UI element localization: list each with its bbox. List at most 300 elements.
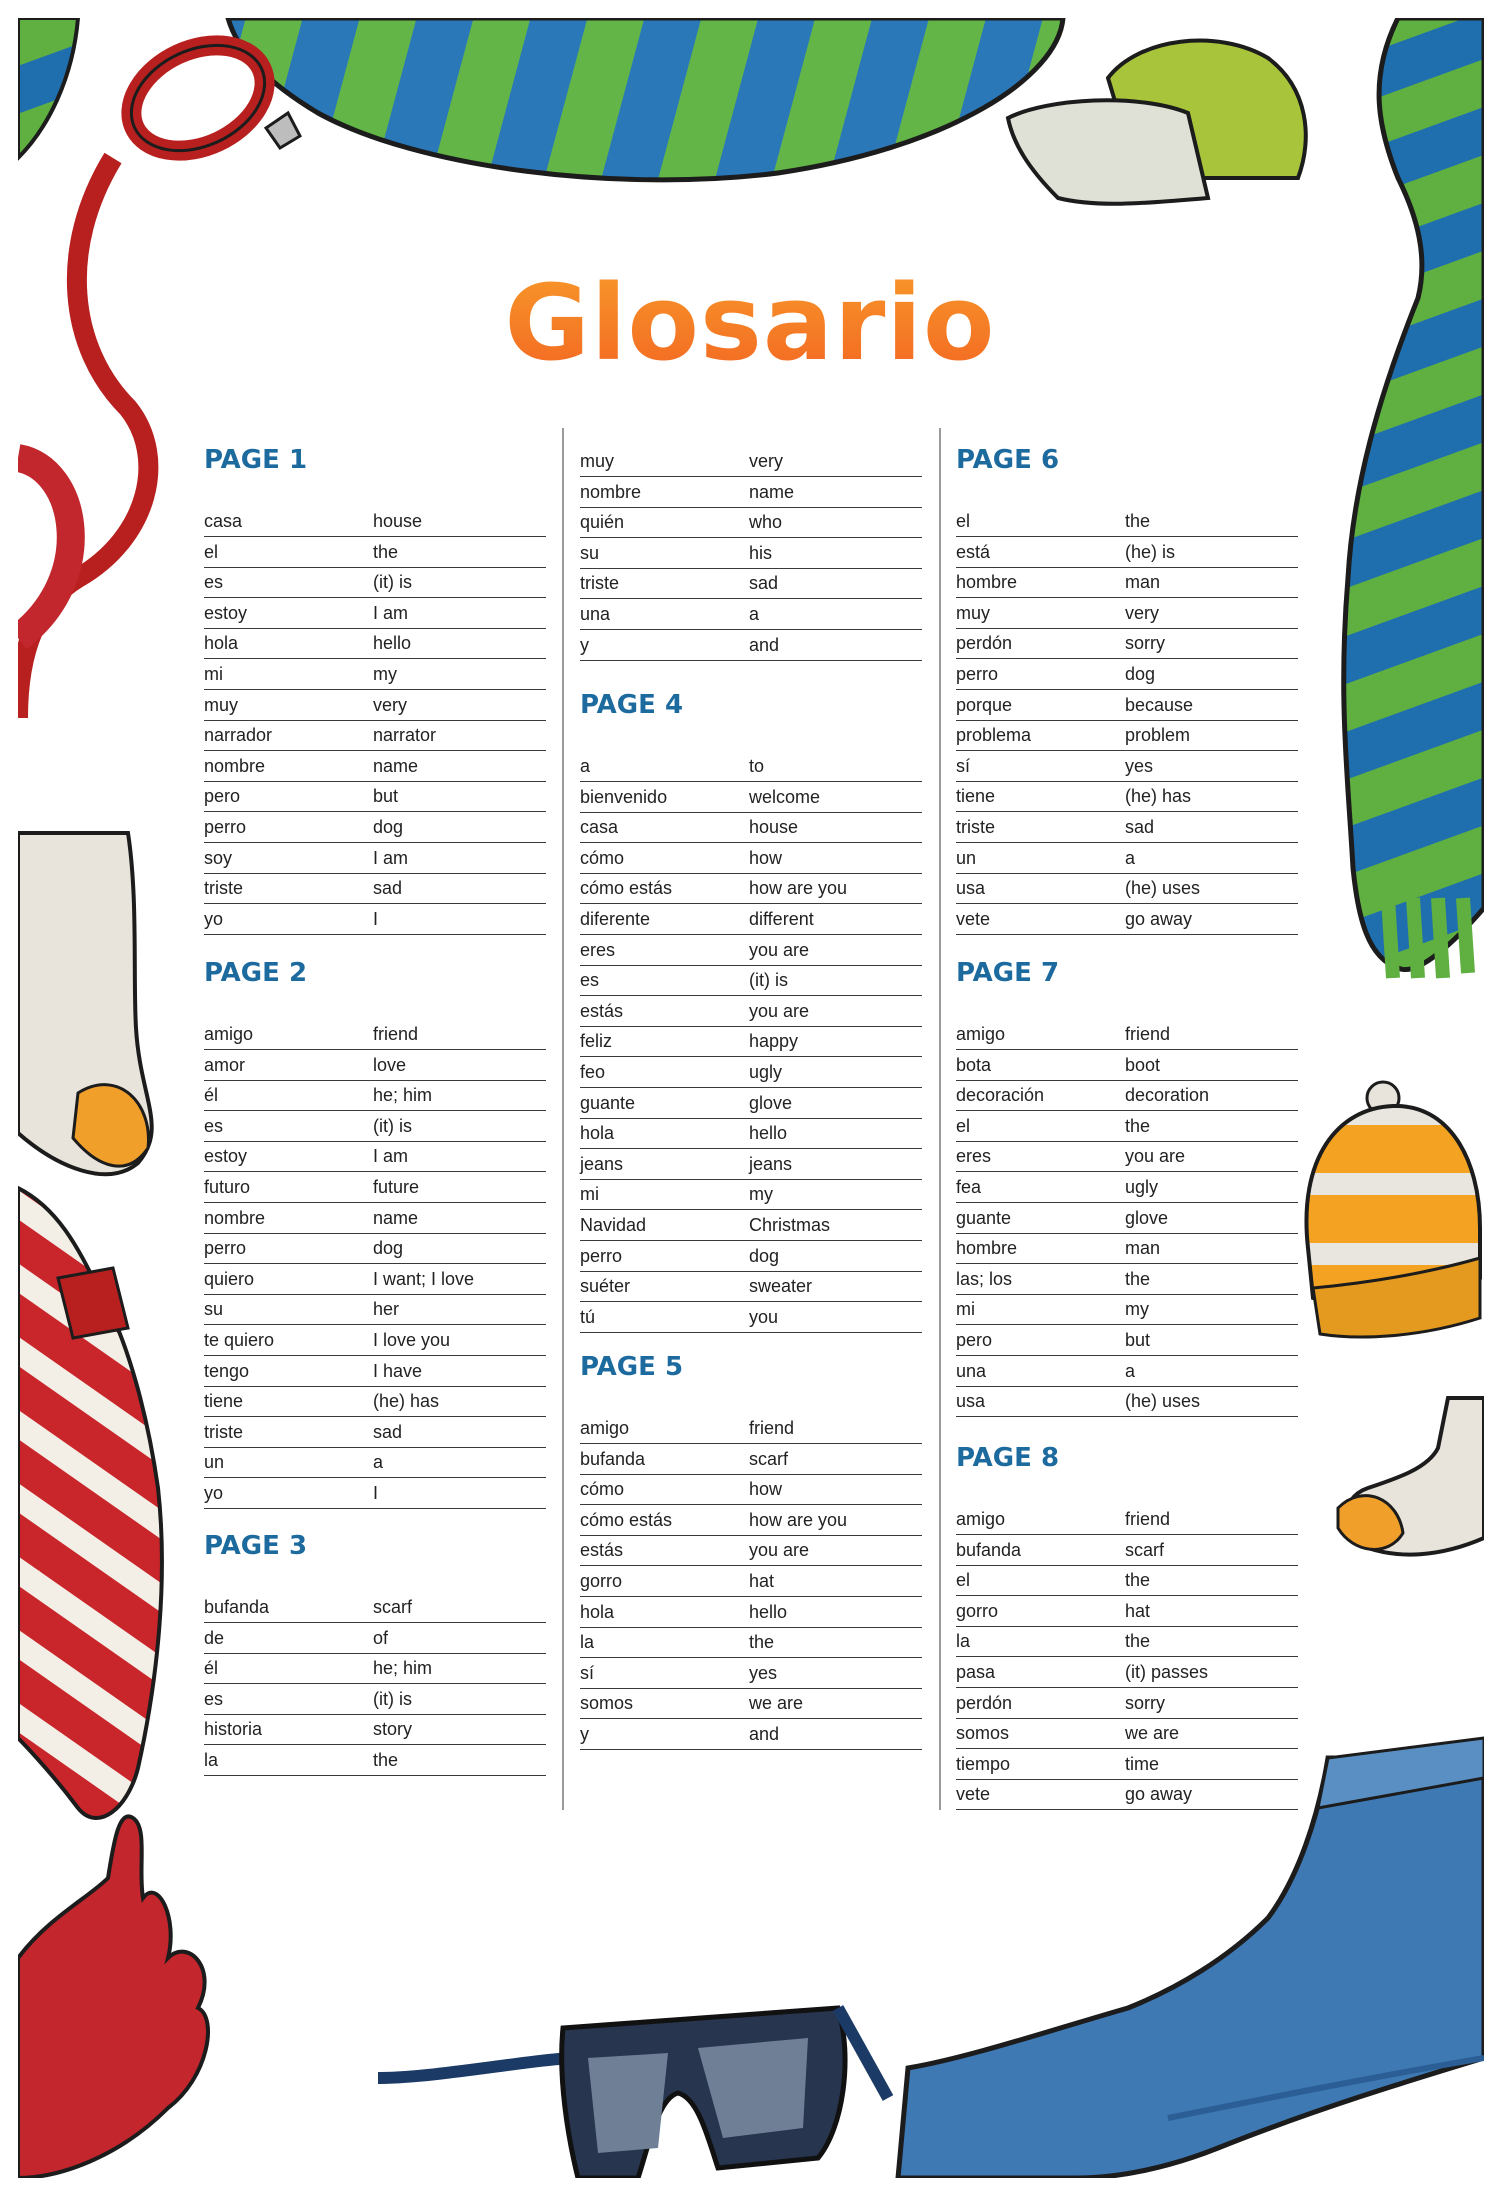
spanish-word: nombre — [204, 755, 266, 776]
english-translation: go away — [1125, 908, 1193, 929]
glossary-entry — [580, 1537, 922, 1566]
spanish-word: triste — [956, 816, 996, 837]
glossary-entry — [580, 570, 922, 599]
glossary-entry — [956, 1021, 1298, 1050]
glossary-entry — [204, 1235, 546, 1264]
spanish-word: Navidad — [580, 1214, 647, 1235]
glossary-entry — [580, 1476, 922, 1505]
right-sock-icon — [1338, 1398, 1484, 1555]
spanish-word: vete — [956, 908, 991, 929]
glossary-entry — [956, 630, 1298, 659]
english-translation: (it) is — [373, 1688, 412, 1709]
glossary-entry-list — [956, 508, 1298, 936]
english-translation: you are — [1125, 1146, 1186, 1167]
spanish-word: futuro — [204, 1176, 251, 1197]
english-translation: I am — [373, 602, 409, 623]
glossary-entry — [580, 1273, 922, 1302]
glossary-entry — [580, 1059, 922, 1088]
english-translation: problem — [1125, 725, 1191, 746]
glossary-entry — [580, 1446, 922, 1475]
glossary-entry — [956, 1174, 1298, 1203]
glossary-entry — [580, 1090, 922, 1119]
spanish-word: bufanda — [204, 1597, 270, 1617]
spanish-word: problema — [956, 725, 1032, 746]
glossary-entry — [956, 508, 1298, 537]
glossary-entry — [956, 1388, 1298, 1417]
white-sock-icon — [18, 833, 152, 1174]
glossary-entry-list — [580, 753, 922, 1334]
spanish-word: sí — [956, 755, 971, 776]
glossary-entry — [204, 1052, 546, 1081]
spanish-word: el — [956, 511, 971, 531]
english-translation: scarf — [373, 1597, 413, 1617]
spanish-word: usa — [956, 878, 986, 899]
english-translation: hello — [373, 633, 412, 654]
spanish-word: perdón — [956, 1692, 1013, 1713]
glossary-entry — [204, 1686, 546, 1715]
spanish-word: perro — [204, 816, 247, 837]
english-translation: and — [749, 634, 780, 655]
glossary-entry — [580, 601, 922, 630]
english-translation: welcome — [749, 786, 821, 807]
glossary-entry — [204, 1449, 546, 1478]
english-translation: her — [373, 1299, 400, 1320]
english-translation: the — [1125, 1631, 1151, 1652]
english-translation: you — [749, 1306, 779, 1327]
spanish-word: perro — [956, 663, 999, 684]
glossary-entry — [956, 1296, 1298, 1325]
glossary-entry-list — [204, 1021, 546, 1511]
spanish-word: el — [204, 541, 219, 562]
glossary-entry — [204, 692, 546, 721]
spanish-word: es — [204, 1115, 224, 1136]
spanish-word: bufanda — [956, 1539, 1022, 1560]
spanish-word: amigo — [956, 1509, 1006, 1529]
glossary-entry — [580, 1721, 922, 1750]
english-translation: sad — [749, 573, 779, 594]
spanish-word: narrador — [204, 725, 273, 746]
spanish-word: a — [580, 756, 591, 776]
glossary-entry — [204, 630, 546, 659]
spanish-word: sí — [580, 1662, 595, 1683]
english-translation: hat — [749, 1570, 775, 1591]
spanish-word: somos — [956, 1723, 1010, 1744]
spanish-word: su — [580, 542, 600, 563]
glossary-entry — [956, 1598, 1298, 1627]
english-translation: a — [1125, 847, 1136, 868]
glossary-entry — [580, 1415, 922, 1444]
spanish-word: un — [956, 847, 977, 868]
spanish-word: las; los — [956, 1268, 1013, 1289]
page-title: Glosario — [0, 262, 1500, 384]
english-translation: he; him — [373, 1658, 433, 1679]
glossary-entry — [580, 1629, 922, 1658]
english-translation: glove — [1125, 1207, 1169, 1228]
spanish-word: gorro — [956, 1600, 999, 1621]
spanish-word: cómo estás — [580, 878, 673, 899]
english-translation: you are — [749, 939, 810, 960]
glossary-entry — [956, 875, 1298, 904]
spanish-word: la — [956, 1631, 971, 1652]
glossary-entry — [204, 1296, 546, 1325]
glossary-entry — [204, 661, 546, 690]
glossary-entry — [204, 845, 546, 874]
glossary-entry-list — [580, 448, 922, 662]
english-translation: the — [373, 1749, 399, 1770]
spanish-word: tú — [580, 1306, 596, 1327]
section-heading: PAGE 6 — [956, 445, 1060, 475]
english-translation: a — [373, 1452, 384, 1473]
spanish-word: nombre — [580, 481, 642, 502]
spanish-word: guante — [580, 1092, 636, 1113]
spanish-word: es — [580, 970, 600, 991]
spanish-word: fea — [956, 1176, 982, 1197]
glossary-entry — [580, 1212, 922, 1241]
spanish-word: historia — [204, 1719, 263, 1740]
spanish-word: estás — [580, 1000, 624, 1021]
glossary-entry — [956, 600, 1298, 629]
english-translation: man — [1125, 1238, 1161, 1259]
spanish-word: hola — [204, 633, 239, 654]
glossary-entry — [204, 1327, 546, 1356]
striped-tie-icon — [18, 1188, 162, 1818]
english-translation: the — [1125, 511, 1151, 531]
spanish-word: tengo — [204, 1360, 250, 1381]
english-translation: friend — [749, 1418, 795, 1438]
spanish-word: y — [580, 634, 589, 655]
spanish-word: eres — [580, 939, 616, 960]
glossary-entry-list — [956, 1506, 1298, 1812]
spanish-word: estás — [580, 1540, 624, 1561]
spanish-word: triste — [204, 1421, 244, 1442]
spanish-word: tiempo — [956, 1753, 1011, 1774]
spanish-word: amigo — [956, 1024, 1006, 1044]
glossary-entry — [956, 1082, 1298, 1111]
glossary-entry — [204, 1480, 546, 1509]
spanish-word: feliz — [580, 1031, 613, 1052]
glossary-entry — [204, 569, 546, 598]
english-translation: we are — [749, 1693, 804, 1714]
english-translation: scarf — [1125, 1539, 1165, 1560]
spanish-word: perro — [580, 1245, 623, 1266]
glossary-entry — [956, 783, 1298, 812]
glossary-entry — [956, 1205, 1298, 1234]
glossary-entry — [204, 1358, 546, 1387]
english-translation: hello — [749, 1123, 788, 1144]
glossary-entry — [580, 1599, 922, 1628]
glossary-entry — [956, 569, 1298, 598]
english-translation: how — [749, 1479, 783, 1500]
spanish-word: hombre — [956, 1238, 1018, 1259]
english-translation: glove — [749, 1092, 793, 1113]
english-translation: friend — [373, 1024, 419, 1044]
english-translation: yes — [749, 1662, 778, 1683]
spanish-word: amigo — [580, 1418, 630, 1438]
glossary-entry — [956, 1235, 1298, 1264]
english-translation: yes — [1125, 755, 1154, 776]
glossary-entry — [580, 1660, 922, 1689]
spanish-word: de — [204, 1627, 225, 1648]
glossary-entry — [204, 814, 546, 843]
spanish-word: cómo — [580, 1479, 625, 1500]
spanish-word: hola — [580, 1123, 615, 1144]
spanish-word: pero — [204, 786, 241, 807]
glossary-entry-list — [204, 1594, 546, 1778]
glossary-entry — [580, 906, 922, 935]
english-translation: house — [373, 511, 423, 531]
spanish-word: perro — [204, 1238, 247, 1259]
glossary-entry — [956, 692, 1298, 721]
spanish-word: muy — [956, 602, 991, 623]
glossary-entry — [580, 1028, 922, 1057]
section-heading: PAGE 7 — [956, 958, 1060, 988]
english-translation: the — [749, 1632, 775, 1653]
spanish-word: su — [204, 1299, 224, 1320]
english-translation: I am — [373, 847, 409, 868]
english-translation: (it) is — [749, 970, 788, 991]
right-scarf-icon — [1344, 18, 1484, 978]
spanish-word: triste — [204, 878, 244, 899]
english-translation: sad — [1125, 816, 1155, 837]
glossary-entry — [204, 539, 546, 568]
glossary-entry — [956, 1113, 1298, 1142]
english-translation: name — [373, 1207, 419, 1228]
spanish-word: es — [204, 1688, 224, 1709]
spanish-word: casa — [580, 817, 619, 838]
english-translation: he; him — [373, 1085, 433, 1106]
spanish-word: una — [580, 603, 611, 624]
glossary-entry — [580, 1690, 922, 1719]
english-translation: (he) uses — [1125, 878, 1201, 899]
section-heading: PAGE 8 — [956, 1443, 1060, 1473]
glossary-entry — [956, 753, 1298, 782]
english-translation: the — [1125, 1115, 1151, 1136]
english-translation: (he) has — [373, 1391, 440, 1412]
glossary-entry — [580, 1568, 922, 1597]
english-translation: sorry — [1125, 1692, 1165, 1713]
english-translation: because — [1125, 694, 1194, 715]
glossary-entry — [204, 1082, 546, 1111]
english-translation: friend — [1125, 1024, 1171, 1044]
english-translation: very — [1125, 602, 1160, 623]
glossary-entry — [580, 448, 922, 477]
english-translation: very — [749, 451, 784, 471]
red-strap-icon — [18, 458, 71, 638]
spanish-word: perdón — [956, 633, 1013, 654]
spanish-word: vete — [956, 1784, 991, 1805]
english-translation: go away — [1125, 1784, 1193, 1805]
english-translation: narrator — [373, 725, 437, 746]
spanish-word: mi — [204, 663, 223, 684]
spanish-word: un — [204, 1452, 225, 1473]
glossary-entry-list — [580, 1415, 922, 1752]
english-translation: I — [373, 1482, 379, 1503]
english-translation: hello — [749, 1601, 788, 1622]
spanish-word: yo — [204, 1482, 224, 1503]
english-translation: the — [373, 541, 399, 562]
glossary-entry — [580, 632, 922, 661]
spanish-word: es — [204, 572, 224, 593]
english-translation: (he) is — [1125, 541, 1176, 562]
glossary-entry — [580, 1507, 922, 1536]
glossary-entry — [956, 1537, 1298, 1566]
english-translation: my — [749, 1184, 773, 1205]
english-translation: dog — [1125, 663, 1156, 684]
spanish-word: pero — [956, 1329, 993, 1350]
glossary-entry — [204, 1266, 546, 1295]
top-left-scarf-icon — [18, 18, 78, 158]
spanish-word: quiero — [204, 1268, 255, 1289]
english-translation: dog — [749, 1245, 780, 1266]
english-translation: story — [373, 1719, 413, 1740]
glossary-entry — [580, 937, 922, 966]
glossary-entry — [956, 814, 1298, 843]
glossary-entry — [956, 539, 1298, 568]
english-translation: I have — [373, 1360, 423, 1381]
spanish-word: está — [956, 541, 991, 562]
glossary-entry — [580, 784, 922, 813]
english-translation: Christmas — [749, 1214, 831, 1235]
spanish-word: bienvenido — [580, 786, 668, 807]
english-translation: very — [373, 694, 408, 715]
english-translation: (he) has — [1125, 786, 1192, 807]
glossary-entry — [204, 875, 546, 904]
spanish-word: él — [204, 1658, 219, 1679]
english-translation: time — [1125, 1753, 1160, 1774]
glossary-entry — [956, 1659, 1298, 1688]
english-translation: I love you — [373, 1329, 451, 1350]
glossary-entry — [956, 1143, 1298, 1172]
english-translation: of — [373, 1627, 389, 1648]
spanish-word: soy — [204, 847, 233, 868]
glossary-entry — [580, 1304, 922, 1333]
spanish-word: una — [956, 1360, 987, 1381]
spanish-word: tiene — [204, 1391, 244, 1412]
english-translation: different — [749, 908, 814, 929]
spanish-word: somos — [580, 1693, 634, 1714]
glossary-entry — [956, 1781, 1298, 1810]
english-translation: future — [373, 1176, 420, 1197]
english-translation: friend — [1125, 1509, 1171, 1529]
sunglasses-icon — [378, 2008, 888, 2178]
column-divider — [939, 428, 941, 1810]
english-translation: how are you — [749, 1509, 848, 1530]
spanish-word: hombre — [956, 572, 1018, 593]
glossary-entry — [204, 1419, 546, 1448]
glossary-entry — [580, 998, 922, 1027]
english-translation: boot — [1125, 1054, 1161, 1075]
glossary-entry — [204, 1113, 546, 1142]
english-translation: name — [373, 755, 419, 776]
english-translation: the — [1125, 1570, 1151, 1591]
spanish-word: quién — [580, 512, 625, 533]
glossary-entry — [204, 508, 546, 537]
english-translation: ugly — [1125, 1176, 1159, 1197]
glossary-entry — [580, 753, 922, 782]
cap-icon — [1008, 41, 1306, 204]
beanie-icon — [1306, 1082, 1480, 1337]
glossary-entry — [580, 1120, 922, 1149]
spanish-word: guante — [956, 1207, 1012, 1228]
section-heading: PAGE 4 — [580, 690, 684, 720]
spanish-word: te quiero — [204, 1329, 275, 1350]
glossary-entry — [956, 1506, 1298, 1535]
english-translation: to — [749, 756, 765, 776]
glossary-entry — [204, 1594, 546, 1623]
glossary-entry — [580, 814, 922, 843]
glossary-entry — [204, 600, 546, 629]
glossary-entry — [204, 783, 546, 812]
section-heading: PAGE 3 — [204, 1531, 308, 1561]
english-translation: sorry — [1125, 633, 1165, 654]
english-translation: how are you — [749, 878, 848, 899]
section-heading: PAGE 1 — [204, 445, 308, 475]
glossary-entry — [956, 661, 1298, 690]
english-translation: sad — [373, 1421, 403, 1442]
english-translation: how — [749, 847, 783, 868]
english-translation: my — [373, 663, 397, 684]
english-translation: man — [1125, 572, 1161, 593]
english-translation: you are — [749, 1540, 810, 1561]
spanish-word: triste — [580, 573, 620, 594]
spanish-word: cómo — [580, 847, 625, 868]
glossary-entry — [956, 1358, 1298, 1387]
glossary-entry — [956, 1720, 1298, 1749]
spanish-word: la — [580, 1632, 595, 1653]
english-translation: sweater — [749, 1276, 813, 1297]
glossary-entry — [580, 1243, 922, 1272]
glossary-entry — [580, 509, 922, 538]
red-glove-icon — [18, 1816, 208, 2178]
spanish-word: estoy — [204, 602, 248, 623]
spanish-word: el — [956, 1115, 971, 1136]
spanish-word: suéter — [580, 1276, 631, 1297]
english-translation: dog — [373, 1238, 404, 1259]
glossary-entry — [956, 1327, 1298, 1356]
glossary-entry — [580, 845, 922, 874]
glossary-entry — [956, 1567, 1298, 1596]
english-translation: you are — [749, 1000, 810, 1021]
english-translation: my — [1125, 1299, 1149, 1320]
glossary-entry — [204, 1655, 546, 1684]
glossary-entry — [580, 479, 922, 508]
english-translation: sad — [373, 878, 403, 899]
glossary-entry — [580, 1181, 922, 1210]
glossary-entry — [204, 1021, 546, 1050]
english-translation: the — [1125, 1268, 1151, 1289]
glossary-entry — [956, 906, 1298, 935]
english-translation: who — [749, 512, 783, 533]
english-translation: a — [1125, 1360, 1136, 1381]
english-translation: (it) is — [373, 572, 412, 593]
glossary-entry — [956, 1266, 1298, 1295]
glossary-entry — [204, 753, 546, 782]
spanish-word: pasa — [956, 1661, 996, 1682]
spanish-word: amigo — [204, 1024, 254, 1044]
glossary-entry — [956, 722, 1298, 751]
spanish-word: la — [204, 1749, 219, 1770]
english-translation: (it) is — [373, 1115, 412, 1136]
spanish-word: decoración — [956, 1085, 1045, 1106]
spanish-word: diferente — [580, 908, 651, 929]
spanish-word: feo — [580, 1061, 606, 1082]
glossary-entry — [204, 1205, 546, 1234]
spanish-word: él — [204, 1085, 219, 1106]
glossary-entry — [204, 1716, 546, 1745]
glossary-entry — [204, 1747, 546, 1776]
english-translation: love — [373, 1054, 407, 1075]
glossary-entry — [956, 1628, 1298, 1657]
